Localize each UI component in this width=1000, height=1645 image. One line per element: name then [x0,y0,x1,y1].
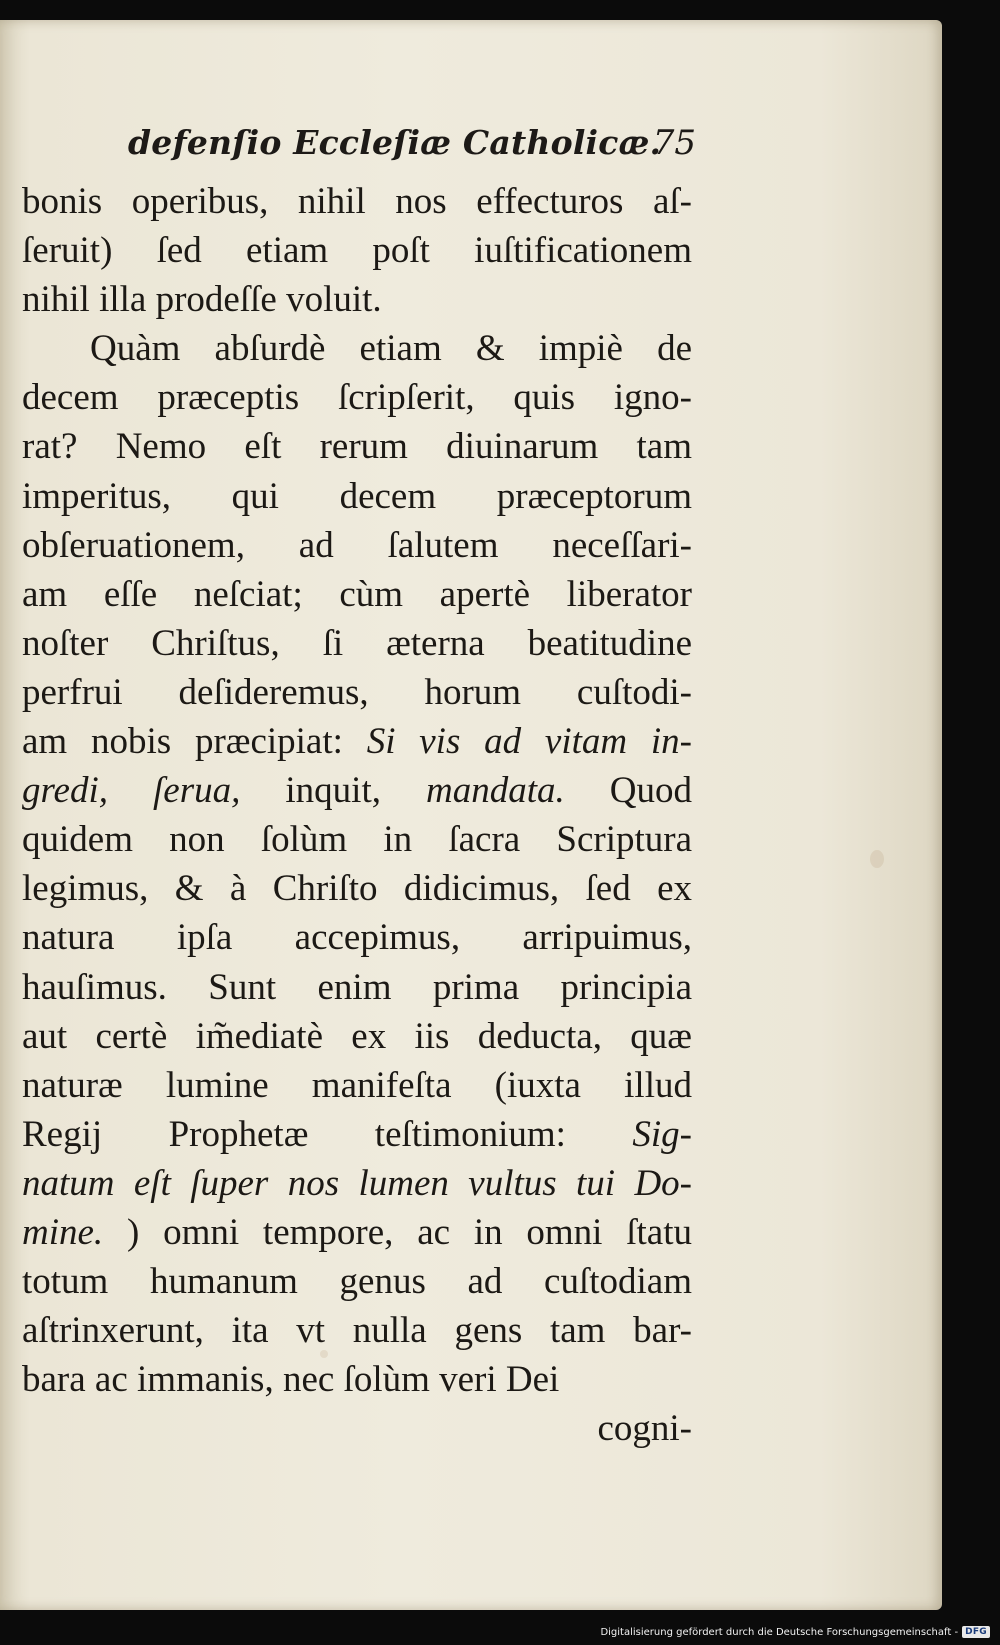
text-line: aſtrinxerunt, ita vt nulla gens tam bar- [22,1310,692,1352]
italic-quotation: gredi, ſerua, [22,770,241,812]
italic-quotation-line: natum eſt ſuper nos lumen vultus tui Do- [22,1162,692,1204]
book-page [0,20,942,1610]
text-line: quidem non ſolùm in ſacra Scriptura [22,819,692,861]
text-run: am nobis præcipiat: [22,721,343,763]
text-line: legimus, & à Chriſto didicimus, ſed ex [22,868,692,910]
catchword: cogni- [597,1408,692,1450]
text-line [22,717,692,766]
text-line: rat? Nemo eſt rerum diuinarum tam [22,426,692,468]
italic-quotation: mandata. [426,770,565,812]
text-line: obſeruationem, ad ſalutem neceſſari- [22,524,692,566]
page-number: 75 [652,123,696,163]
text-run: Quod [609,770,693,812]
paper-stain [870,850,884,868]
italic-quotation: Sig- [632,1113,693,1155]
body-text [22,177,692,1453]
text-line: imperitus, qui decem præceptorum [22,475,692,517]
text-line: natura ipſa accepimus, arripuimus, [22,917,692,959]
text-line: nihil illa prodeſſe voluit. [22,279,382,321]
credit-text: Digitalisierung gefördert durch die Deutsche Forschungsgemeinschaft - [600,1626,959,1638]
digitization-credit [600,1623,990,1641]
text-line: naturæ lumine manifeſta (iuxta illud [22,1064,692,1106]
page-header [128,120,696,172]
text-line: am eſſe neſciat; cùm apertè liberator [22,573,692,615]
text-line: bara ac immanis, nec ſolùm veri Dei [22,1359,560,1401]
text-line: hauſimus. Sunt enim prima principia [22,966,692,1008]
text-line: ſeruit) ſed etiam poſt iuſtificationem [22,230,692,272]
text-line: totum humanum genus ad cuſtodiam [22,1261,692,1303]
text-line: aut certè im̃ediatè ex iis deducta, quæ [22,1015,692,1057]
text-run: inquit, [285,770,381,812]
text-run: Regij Prophetæ teſtimonium: [22,1113,566,1155]
italic-quotation: Si vis ad vitam in- [366,721,692,763]
text-line: decem præceptis ſcripſerit, quis igno- [22,377,692,419]
italic-quotation: mine. [22,1211,104,1253]
text-line: Quàm abſurdè etiam & impiè de [90,328,692,370]
text-run: ) omni tempore, ac in omni ſtatu [126,1211,693,1253]
text-line [22,1110,692,1159]
running-title: defenſio Eccleſiæ Catholicæ. [128,123,662,162]
text-line: perfrui deſideremus, horum cuſtodi- [22,671,692,713]
text-line [22,766,692,815]
text-line: noſter Chriſtus, ſi æterna beatitudine [22,622,692,664]
text-line: bonis operibus, nihil nos effecturos aſ- [22,181,692,222]
dfg-logo: DFG [962,1626,990,1638]
text-line [22,1208,692,1257]
